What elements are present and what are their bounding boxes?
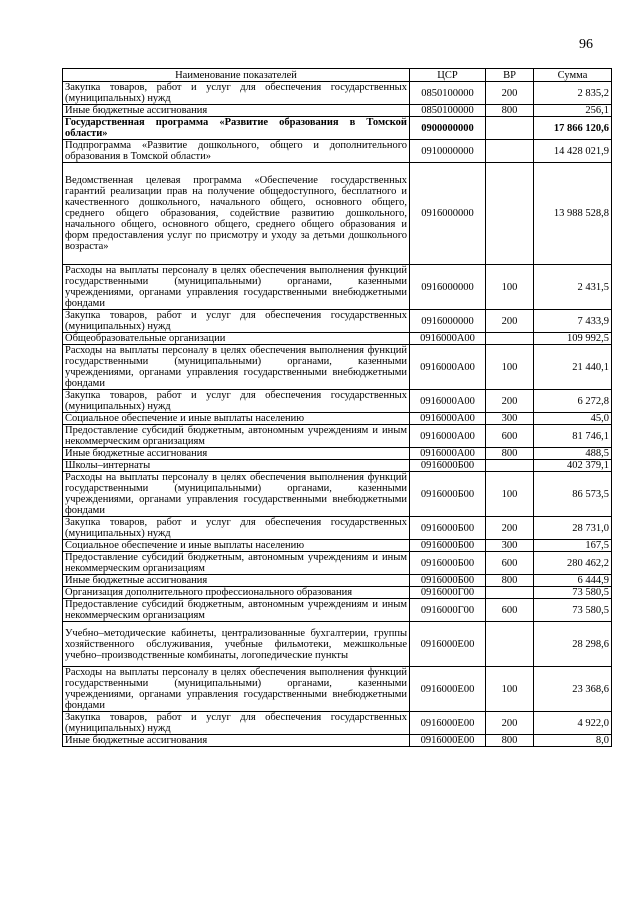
table-header-row (63, 69, 612, 82)
row-name: Социальное обеспечение и иные выплаты населению (63, 413, 410, 425)
table-row (63, 517, 612, 540)
row-csr: 0916000А00 (410, 425, 486, 448)
table-row (63, 472, 612, 517)
row-csr: 0916000Е00 (410, 667, 486, 712)
row-csr: 0916000А00 (410, 390, 486, 413)
row-sum: 4 922,0 (534, 712, 612, 735)
table-row (63, 425, 612, 448)
row-sum: 2 835,2 (534, 82, 612, 105)
row-vr: 100 (486, 472, 534, 517)
row-name: Предоставление субсидий бюджетным, автономным учреждениям и иным некоммерческим организациям (63, 599, 410, 622)
row-vr: 800 (486, 448, 534, 460)
row-name: Закупка товаров, работ и услуг для обеспечения государственных (муниципальных) нужд (63, 310, 410, 333)
row-name: Закупка товаров, работ и услуг для обеспечения государственных (муниципальных) нужд (63, 517, 410, 540)
table-row (63, 460, 612, 472)
row-sum: 73 580,5 (534, 599, 612, 622)
table-row (63, 390, 612, 413)
row-sum: 86 573,5 (534, 472, 612, 517)
page-number: 96 (579, 37, 593, 52)
row-sum: 6 272,8 (534, 390, 612, 413)
row-sum: 7 433,9 (534, 310, 612, 333)
row-vr: 300 (486, 540, 534, 552)
table-row (63, 82, 612, 105)
row-vr: 200 (486, 310, 534, 333)
row-sum: 2 431,5 (534, 265, 612, 310)
row-sum: 488,5 (534, 448, 612, 460)
row-name: Расходы на выплаты персоналу в целях обеспечения выполнения функций государственными (муниципальными) органами, казенными учреждениями, органами управления государственными внебюджетными фондами (63, 667, 410, 712)
row-sum: 28 298,6 (534, 622, 612, 667)
table-row (63, 265, 612, 310)
row-csr: 0916000А00 (410, 345, 486, 390)
table-row (63, 575, 612, 587)
row-vr (486, 333, 534, 345)
row-csr: 0900000000 (410, 117, 486, 140)
header-csr: ЦСР (410, 69, 486, 82)
row-csr: 0916000000 (410, 265, 486, 310)
row-csr: 0916000Б00 (410, 472, 486, 517)
row-vr: 800 (486, 575, 534, 587)
row-sum: 28 731,0 (534, 517, 612, 540)
row-vr: 100 (486, 345, 534, 390)
budget-table (62, 68, 612, 747)
row-vr (486, 460, 534, 472)
row-name: Государственная программа «Развитие образования в Томской области» (63, 117, 410, 140)
table-row (63, 163, 612, 265)
row-sum: 6 444,9 (534, 575, 612, 587)
row-name: Иные бюджетные ассигнования (63, 735, 410, 747)
row-csr: 0916000Б00 (410, 517, 486, 540)
row-csr: 0916000Б00 (410, 460, 486, 472)
row-csr: 0916000Б00 (410, 540, 486, 552)
row-sum: 167,5 (534, 540, 612, 552)
row-csr: 0910000000 (410, 140, 486, 163)
row-name: Расходы на выплаты персоналу в целях обеспечения выполнения функций государственными (муниципальными) органами, казенными учреждениями, органами управления государственными внебюджетными фондами (63, 472, 410, 517)
row-sum: 21 440,1 (534, 345, 612, 390)
header-sum: Сумма (534, 69, 612, 82)
row-vr (486, 140, 534, 163)
row-name: Закупка товаров, работ и услуг для обеспечения государственных (муниципальных) нужд (63, 390, 410, 413)
header-name: Наименование показателей (63, 69, 410, 82)
row-csr: 0850100000 (410, 82, 486, 105)
row-csr: 0916000Е00 (410, 712, 486, 735)
row-name: Социальное обеспечение и иные выплаты населению (63, 540, 410, 552)
row-csr: 0916000А00 (410, 448, 486, 460)
row-vr: 800 (486, 735, 534, 747)
row-name: Ведомственная целевая программа «Обеспечение государственных гарантий реализации прав на получение общедоступного, бесплатного и качественного дошкольного, начального общего, основного общего, среднего общего образования, содействие развитию дошкольного, начального общего, основного общего, среднего общего образования и форм предоставления услуг по присмотру и уходу за детьми дошкольного возраста» (63, 163, 410, 265)
row-sum: 109 992,5 (534, 333, 612, 345)
table-row (63, 599, 612, 622)
row-vr: 600 (486, 552, 534, 575)
row-csr: 0916000А00 (410, 413, 486, 425)
row-sum: 73 580,5 (534, 587, 612, 599)
table-row (63, 712, 612, 735)
row-sum: 13 988 528,8 (534, 163, 612, 265)
row-name: Иные бюджетные ассигнования (63, 448, 410, 460)
table-row (63, 310, 612, 333)
row-vr: 600 (486, 599, 534, 622)
row-sum: 81 746,1 (534, 425, 612, 448)
row-sum: 14 428 021,9 (534, 140, 612, 163)
row-vr: 100 (486, 265, 534, 310)
row-csr: 0916000Б00 (410, 575, 486, 587)
table-row (63, 117, 612, 140)
row-name: Школы–интернаты (63, 460, 410, 472)
row-sum: 23 368,6 (534, 667, 612, 712)
row-vr (486, 163, 534, 265)
row-csr: 0916000Е00 (410, 622, 486, 667)
row-vr (486, 587, 534, 599)
row-csr: 0916000000 (410, 163, 486, 265)
row-csr: 0916000Б00 (410, 552, 486, 575)
row-vr: 200 (486, 712, 534, 735)
row-csr: 0916000Е00 (410, 735, 486, 747)
table-row (63, 413, 612, 425)
row-name: Расходы на выплаты персоналу в целях обеспечения выполнения функций государственными (муниципальными) органами, казенными учреждениями, органами управления государственными внебюджетными фондами (63, 345, 410, 390)
table-row (63, 622, 612, 667)
row-sum: 17 866 120,6 (534, 117, 612, 140)
row-name: Организация дополнительного профессионального образования (63, 587, 410, 599)
table-row (63, 140, 612, 163)
table-row (63, 552, 612, 575)
row-sum: 256,1 (534, 105, 612, 117)
row-name: Учебно–методические кабинеты, централизованные бухгалтерии, группы хозяйственного обслуживания, учебные фильмотеки, межшкольные учебно–производственные комбинаты, логопедические пункты (63, 622, 410, 667)
row-name: Предоставление субсидий бюджетным, автономным учреждениям и иным некоммерческим организациям (63, 425, 410, 448)
table-row (63, 587, 612, 599)
table-row (63, 448, 612, 460)
row-vr: 600 (486, 425, 534, 448)
row-vr (486, 117, 534, 140)
row-vr: 200 (486, 517, 534, 540)
row-name: Иные бюджетные ассигнования (63, 575, 410, 587)
row-name: Подпрограмма «Развитие дошкольного, общего и дополнительного образования в Томской области» (63, 140, 410, 163)
row-csr: 0916000А00 (410, 333, 486, 345)
table-row (63, 345, 612, 390)
table-row (63, 105, 612, 117)
row-vr (486, 622, 534, 667)
row-name: Общеобразовательные организации (63, 333, 410, 345)
row-csr: 0916000000 (410, 310, 486, 333)
row-name: Предоставление субсидий бюджетным, автономным учреждениям и иным некоммерческим организациям (63, 552, 410, 575)
table-row (63, 667, 612, 712)
row-vr: 300 (486, 413, 534, 425)
row-csr: 0916000Г00 (410, 587, 486, 599)
row-name: Закупка товаров, работ и услуг для обеспечения государственных (муниципальных) нужд (63, 712, 410, 735)
row-sum: 280 462,2 (534, 552, 612, 575)
header-vr: ВР (486, 69, 534, 82)
row-sum: 45,0 (534, 413, 612, 425)
row-csr: 0850100000 (410, 105, 486, 117)
table-row (63, 333, 612, 345)
row-name: Иные бюджетные ассигнования (63, 105, 410, 117)
row-sum: 402 379,1 (534, 460, 612, 472)
row-csr: 0916000Г00 (410, 599, 486, 622)
row-vr: 100 (486, 667, 534, 712)
row-sum: 8,0 (534, 735, 612, 747)
row-name: Расходы на выплаты персоналу в целях обеспечения выполнения функций государственными (муниципальными) органами, казенными учреждениями, органами управления государственными внебюджетными фондами (63, 265, 410, 310)
row-vr: 200 (486, 390, 534, 413)
row-vr: 800 (486, 105, 534, 117)
row-vr: 200 (486, 82, 534, 105)
row-name: Закупка товаров, работ и услуг для обеспечения государственных (муниципальных) нужд (63, 82, 410, 105)
table-row (63, 540, 612, 552)
table-row (63, 735, 612, 747)
